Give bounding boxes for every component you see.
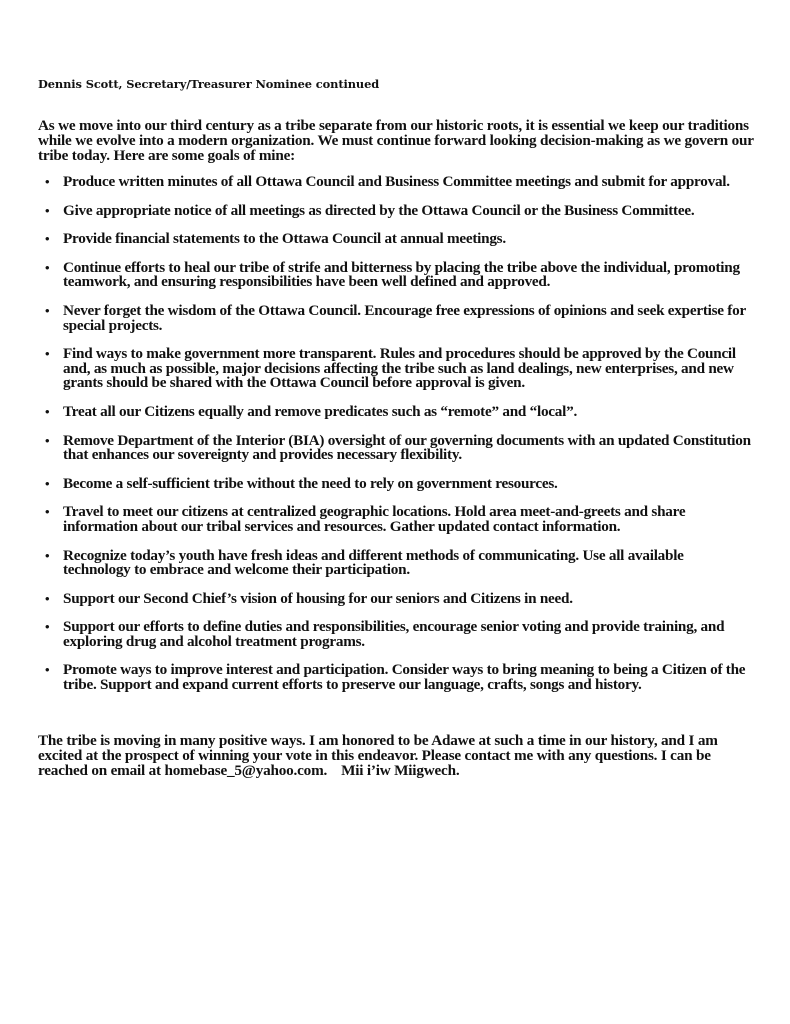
goal-text: Continue efforts to heal our tribe of strife and bitterness by placing the tribe above the individual, promoting teamwork, and ensuring responsibilities have been well defined and approved.: [63, 258, 740, 291]
goal-text: Become a self-sufficient tribe without the need to rely on government resources.: [63, 474, 558, 492]
goal-text: Find ways to make government more transparent. Rules and procedures should be approved by the Council and, as much as possible, major decisions affecting the tribe such as land dealings, new enterprises, and new grants should be shared with the Ottawa Council before approval is given.: [63, 345, 736, 392]
bullet-icon: •: [45, 619, 50, 635]
goal-item: [38, 663, 754, 692]
closing-text: The tribe is moving in many positive ways. I am honored to be Adawe at such a time in our history, and I am excited at the prospect of winning your vote in this endeavor. Please contact me with any questions. I can be reached on email at homebase_5@yahoo.com.: [38, 731, 718, 779]
goal-text: Provide financial statements to the Ottawa Council at annual meetings.: [63, 230, 506, 248]
document-page: [38, 76, 754, 778]
page-heading: Dennis Scott, Secretary/Treasurer Nominee continued: [38, 77, 380, 91]
bullet-icon: •: [45, 259, 50, 275]
goal-item: [38, 546, 754, 579]
bullet-icon: •: [45, 475, 50, 491]
goal-item: [38, 402, 754, 420]
goal-text: Support our Second Chief’s vision of housing for our seniors and Citizens in need.: [63, 589, 573, 607]
bullet-icon: •: [45, 202, 50, 218]
sign-off: Mii i’iw Miigwech.: [341, 761, 460, 779]
goal-item: [38, 431, 754, 464]
goal-item: [38, 620, 754, 649]
goal-text: Recognize today’s youth have fresh ideas and different methods of communicating. Use all available technology to embrace and welcome their participation.: [63, 546, 684, 579]
bullet-icon: •: [45, 302, 50, 318]
goal-item: [38, 505, 754, 534]
goal-text: Give appropriate notice of all meetings as directed by the Ottawa Council or the Business Committee.: [63, 201, 695, 219]
bullet-icon: •: [45, 432, 50, 448]
bullet-icon: •: [45, 174, 50, 189]
goal-text: Promote ways to improve interest and participation. Consider ways to bring meaning to being a Citizen of the tribe. Support and expand current efforts to preserve our language, crafts, songs and history.: [63, 661, 746, 694]
bullet-icon: •: [45, 346, 50, 362]
bullet-icon: •: [45, 662, 50, 678]
goal-text: Produce written minutes of all Ottawa Council and Business Committee meetings and submit for approval.: [63, 173, 730, 190]
intro-paragraph: As we move into our third century as a tribe separate from our historic roots, it is essential we keep our traditions while we evolve into a modern organization. We must continue forward looking decision-making as we govern our tribe today. Here are some goals of mine:: [38, 117, 754, 164]
goal-item: [38, 589, 754, 607]
goal-text: Remove Department of the Interior (BIA) oversight of our governing documents with an updated Constitution that enhances our sovereignty and provides necessary flexibility.: [63, 431, 751, 464]
bullet-icon: •: [45, 231, 50, 247]
goal-item: [38, 201, 754, 219]
bullet-icon: •: [45, 547, 50, 563]
bullet-icon: •: [45, 403, 50, 419]
goals-list: [38, 175, 754, 693]
goal-item: [38, 258, 754, 291]
bullet-icon: •: [45, 590, 50, 606]
bullet-icon: •: [45, 504, 50, 520]
goal-text: Support our efforts to define duties and responsibilities, encourage senior voting and provide training, and exploring drug and alcohol treatment programs.: [63, 618, 725, 650]
goal-item: [38, 474, 754, 492]
goal-item: [38, 232, 754, 247]
goal-item: [38, 347, 754, 391]
goal-item: [38, 175, 754, 190]
goal-text: Never forget the wisdom of the Ottawa Council. Encourage free expressions of opinions and seek expertise for special projects.: [63, 301, 746, 334]
goal-text: Treat all our Citizens equally and remove predicates such as “remote” and “local”.: [63, 402, 577, 420]
goal-item: [38, 301, 754, 334]
goal-text: Travel to meet our citizens at centralized geographic locations. Hold area meet-and-greets and share information about our tribal services and resources. Gather updated contact information.: [63, 503, 686, 535]
closing-paragraph: [38, 733, 754, 778]
